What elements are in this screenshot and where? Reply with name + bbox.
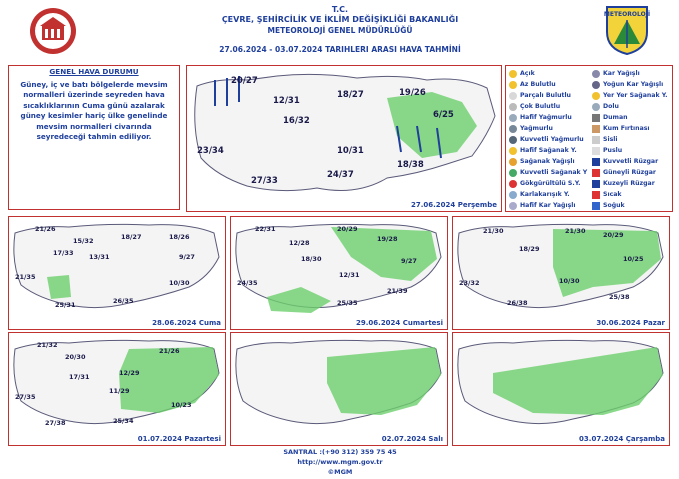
hail-icon: [592, 103, 600, 111]
sun-icon: [509, 70, 517, 78]
day-map-5-date: 02.07.2024 Salı: [381, 435, 443, 443]
main-temp-11: 27/33: [251, 176, 278, 186]
legend-item: Kar Yağışlı: [592, 69, 640, 78]
main-temp-9: 18/38: [397, 160, 424, 170]
general-weather-panel: [8, 65, 180, 210]
legend-item: Hafif Sağanak Y.: [509, 146, 577, 155]
legend-item: Az Bulutlu: [509, 80, 556, 89]
fog-icon: [592, 136, 600, 144]
cloud-sun-icon: [509, 92, 517, 100]
day-map-2: 22/31 20/29 19/28 12/28 18/30 9/27 24/35 12/31 21/39 25/35 29.06.2024 Cumartesi: [230, 216, 448, 330]
sleet-icon: [509, 191, 517, 199]
main-temp-2: 12/31: [273, 96, 300, 106]
date-range-title: 27.06.2024 - 03.07.2024 TARIHLERI ARASI HAVA TAHMİNİ: [219, 45, 461, 54]
scattered-shower-icon: [592, 92, 600, 100]
legend-item: Gökgürültülü S.Y.: [509, 179, 581, 188]
legend-item: Kum Fırtınası: [592, 124, 650, 133]
heavy-rain-icon: [509, 136, 517, 144]
snow-icon: [592, 70, 600, 78]
legend-item: Karlakarışık Y.: [509, 190, 570, 199]
day-map-4-date: 01.07.2024 Pazartesi: [137, 435, 221, 443]
legend-item: Kuvvetli Sağanak Y: [509, 168, 587, 177]
legend-panel: [505, 65, 673, 212]
thunderstorm-icon: [509, 180, 517, 188]
meteoroloji-logo-text: METEOROLOJİ: [604, 11, 650, 18]
legend-item: Yer Yer Sağanak Y.: [592, 91, 668, 100]
legend-item: Kuvvetli Yağmurlu: [509, 135, 584, 144]
day-map-1-date: 28.06.2024 Cuma: [152, 319, 221, 327]
footer-website: http://www.mgm.gov.tr: [297, 458, 383, 466]
main-temp-5: 16/32: [283, 116, 310, 126]
meteoroloji-logo-icon: [604, 4, 650, 56]
smoke-icon: [592, 114, 600, 122]
north-wind-icon: [592, 180, 600, 188]
legend-item: Yoğun Kar Yağışlı: [592, 80, 663, 89]
directorate-name: METEOROLOJİ GENEL MÜDÜRLÜĞÜ: [267, 26, 413, 35]
main-temp-7: 23/34: [197, 146, 224, 156]
general-weather-text: Güney, iç ve batı bölgelerde mevsim normalleri üzerinde seyreden hava sıcaklıklarının Cuma günü azalarak güney kesimler hariç ülke genelinde mevsim normalleri civarında seyredeceği tahmin ediliyor.: [20, 80, 168, 142]
footer-phone: SANTRAL :(+90 312) 359 75 45: [283, 448, 397, 456]
heavy-shower-icon: [509, 169, 517, 177]
turkey-map: [187, 66, 501, 211]
main-temp-10: 24/37: [327, 170, 354, 180]
day-map-5: [230, 332, 448, 446]
cloud-icon: [509, 103, 517, 111]
sandstorm-icon: [592, 125, 600, 133]
light-rain-icon: [509, 114, 517, 122]
turkey-map: [453, 333, 669, 445]
legend-item: Yağmurlu: [509, 124, 553, 133]
legend-item: Açık: [509, 69, 535, 78]
legend-item: Duman: [592, 113, 628, 122]
partly-sunny-icon: [509, 81, 517, 89]
shower-icon: [509, 158, 517, 166]
haze-icon: [592, 147, 600, 155]
legend-item: Dolu: [592, 102, 619, 111]
legend-item: Hafif Yağmurlu: [509, 113, 572, 122]
rain-icon: [509, 125, 517, 133]
legend-item: Sisli: [592, 135, 618, 144]
legend-item: Puslu: [592, 146, 622, 155]
ministry-name: ÇEVRE, ŞEHİRCİLİK VE İKLİM DEĞİŞİKLİĞİ BAKANLIĞI: [221, 15, 459, 24]
legend-item: Soğuk: [592, 201, 625, 210]
legend-item: Parçalı Bulutlu: [509, 91, 571, 100]
day-map-2-date: 29.06.2024 Cumartesi: [356, 319, 443, 327]
south-wind-icon: [592, 169, 600, 177]
day-map-3-date: 30.06.2024 Pazar: [596, 319, 665, 327]
light-shower-icon: [509, 147, 517, 155]
main-temp-4: 19/26: [399, 88, 426, 98]
heavy-snow-icon: [592, 81, 600, 89]
legend-item: Çok Bulutlu: [509, 102, 560, 111]
day-map-4: 21/32 20/30 21/26 17/31 12/29 27/35 11/29 10/23 27/38 25/34 01.07.2024 Pazartesi: [8, 332, 226, 446]
main-temp-8: 10/31: [337, 146, 364, 156]
strong-wind-icon: [592, 158, 600, 166]
legend-item: Güneyli Rüzgar: [592, 168, 656, 177]
hot-icon: [592, 191, 600, 199]
header: [0, 0, 679, 62]
legend-item: Kuzeyli Rüzgar: [592, 179, 655, 188]
legend-item: Sıcak: [592, 190, 622, 199]
cold-icon: [592, 202, 600, 210]
main-temp-1: 20/27: [231, 76, 258, 86]
main-forecast-map: [186, 65, 502, 212]
turkey-map: [231, 333, 447, 445]
day-map-3: 21/30 21/30 20/29 18/29 10/25 23/32 10/30 26/38 25/38 30.06.2024 Pazar: [452, 216, 670, 330]
general-weather-title: GENEL HAVA DURUMU: [49, 67, 139, 76]
legend-item: Sağanak Yağışlı: [509, 157, 575, 166]
org-short: T.C.: [331, 5, 349, 14]
legend-item: Hafif Kar Yağışlı: [509, 201, 576, 210]
ministry-logo-icon: [28, 6, 78, 56]
turkey-map: [9, 217, 225, 329]
day-map-1: 21/26 15/32 18/27 18/26 17/33 13/31 9/27 21/35 10/30 25/31 26/35 28.06.2024 Cuma: [8, 216, 226, 330]
light-snow-icon: [509, 202, 517, 210]
main-map-date: 27.06.2024 Perşembe: [410, 201, 497, 209]
footer-copyright: ©MGM: [327, 468, 353, 476]
legend-item: Kuvvetli Rüzgar: [592, 157, 658, 166]
main-temp-6: 6/25: [433, 110, 454, 120]
day-map-6-date: 03.07.2024 Çarşamba: [579, 435, 665, 443]
main-temp-3: 18/27: [337, 90, 364, 100]
day-map-6: [452, 332, 670, 446]
